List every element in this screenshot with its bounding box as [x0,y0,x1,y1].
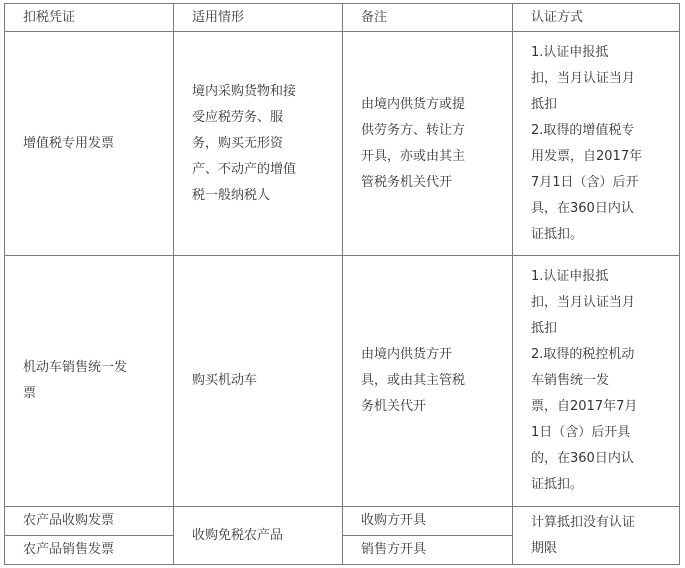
voucher-cell [5,256,174,507]
note-cell [343,507,513,536]
scenario-text: 境内采购货物和接 受应税劳务、服 务，购买无形资 产、不动产的增值 税一般纳税人 [192,83,297,203]
voucher-cell [5,32,174,256]
header-note: 备注 [343,4,513,32]
note-cell [343,536,513,565]
table-row [5,32,680,256]
voucher-cell [5,507,174,536]
header-scenario: 适用情形 [174,4,343,32]
header-voucher: 扣税凭证 [5,4,174,32]
table-header-row [5,4,680,32]
note-cell [343,256,513,507]
method-cell [513,256,680,507]
note-text: 由境内供货方开 具，或由其主管税 务机关代开 [361,347,466,414]
header-method: 认证方式 [513,4,680,32]
note-text: 销售方开具 [361,542,427,557]
method-text: 1.认证申报抵 扣，当月认证当月 抵扣 2.取得的税控机动 车销售统一发 票，自2017年7月 1日（含）后开具 的，在360日内认 证抵扣。 [531,269,638,492]
method-cell [513,507,680,565]
table-row [5,256,680,507]
table-row [5,507,680,536]
note-cell [343,32,513,256]
method-text: 计算抵扣没有认证 期限 [531,514,636,556]
method-text: 1.认证申报抵 扣，当月认证当月 抵扣 2.取得的增值税专 用发票，自2017年 7月1日（含）后开 具，在360日内认 证抵扣。 [531,44,643,242]
scenario-text: 购买机动车 [192,373,258,388]
voucher-text: 农产品收购发票 [23,513,115,528]
voucher-cell [5,536,174,565]
scenario-cell [174,256,343,507]
voucher-text: 机动车销售统一发 票 [23,360,128,401]
scenario-cell [174,507,343,565]
method-cell [513,32,680,256]
voucher-text: 农产品销售发票 [23,542,115,557]
note-text: 收购方开具 [361,513,427,528]
voucher-text: 增值税专用发票 [23,135,115,151]
scenario-text: 收购免税农产品 [192,527,284,543]
note-text: 由境内供货方或提 供劳务方、转让方 开具，亦或由其主 管税务机关代开 [361,96,466,190]
scenario-cell [174,32,343,256]
deduction-voucher-table [4,3,680,565]
